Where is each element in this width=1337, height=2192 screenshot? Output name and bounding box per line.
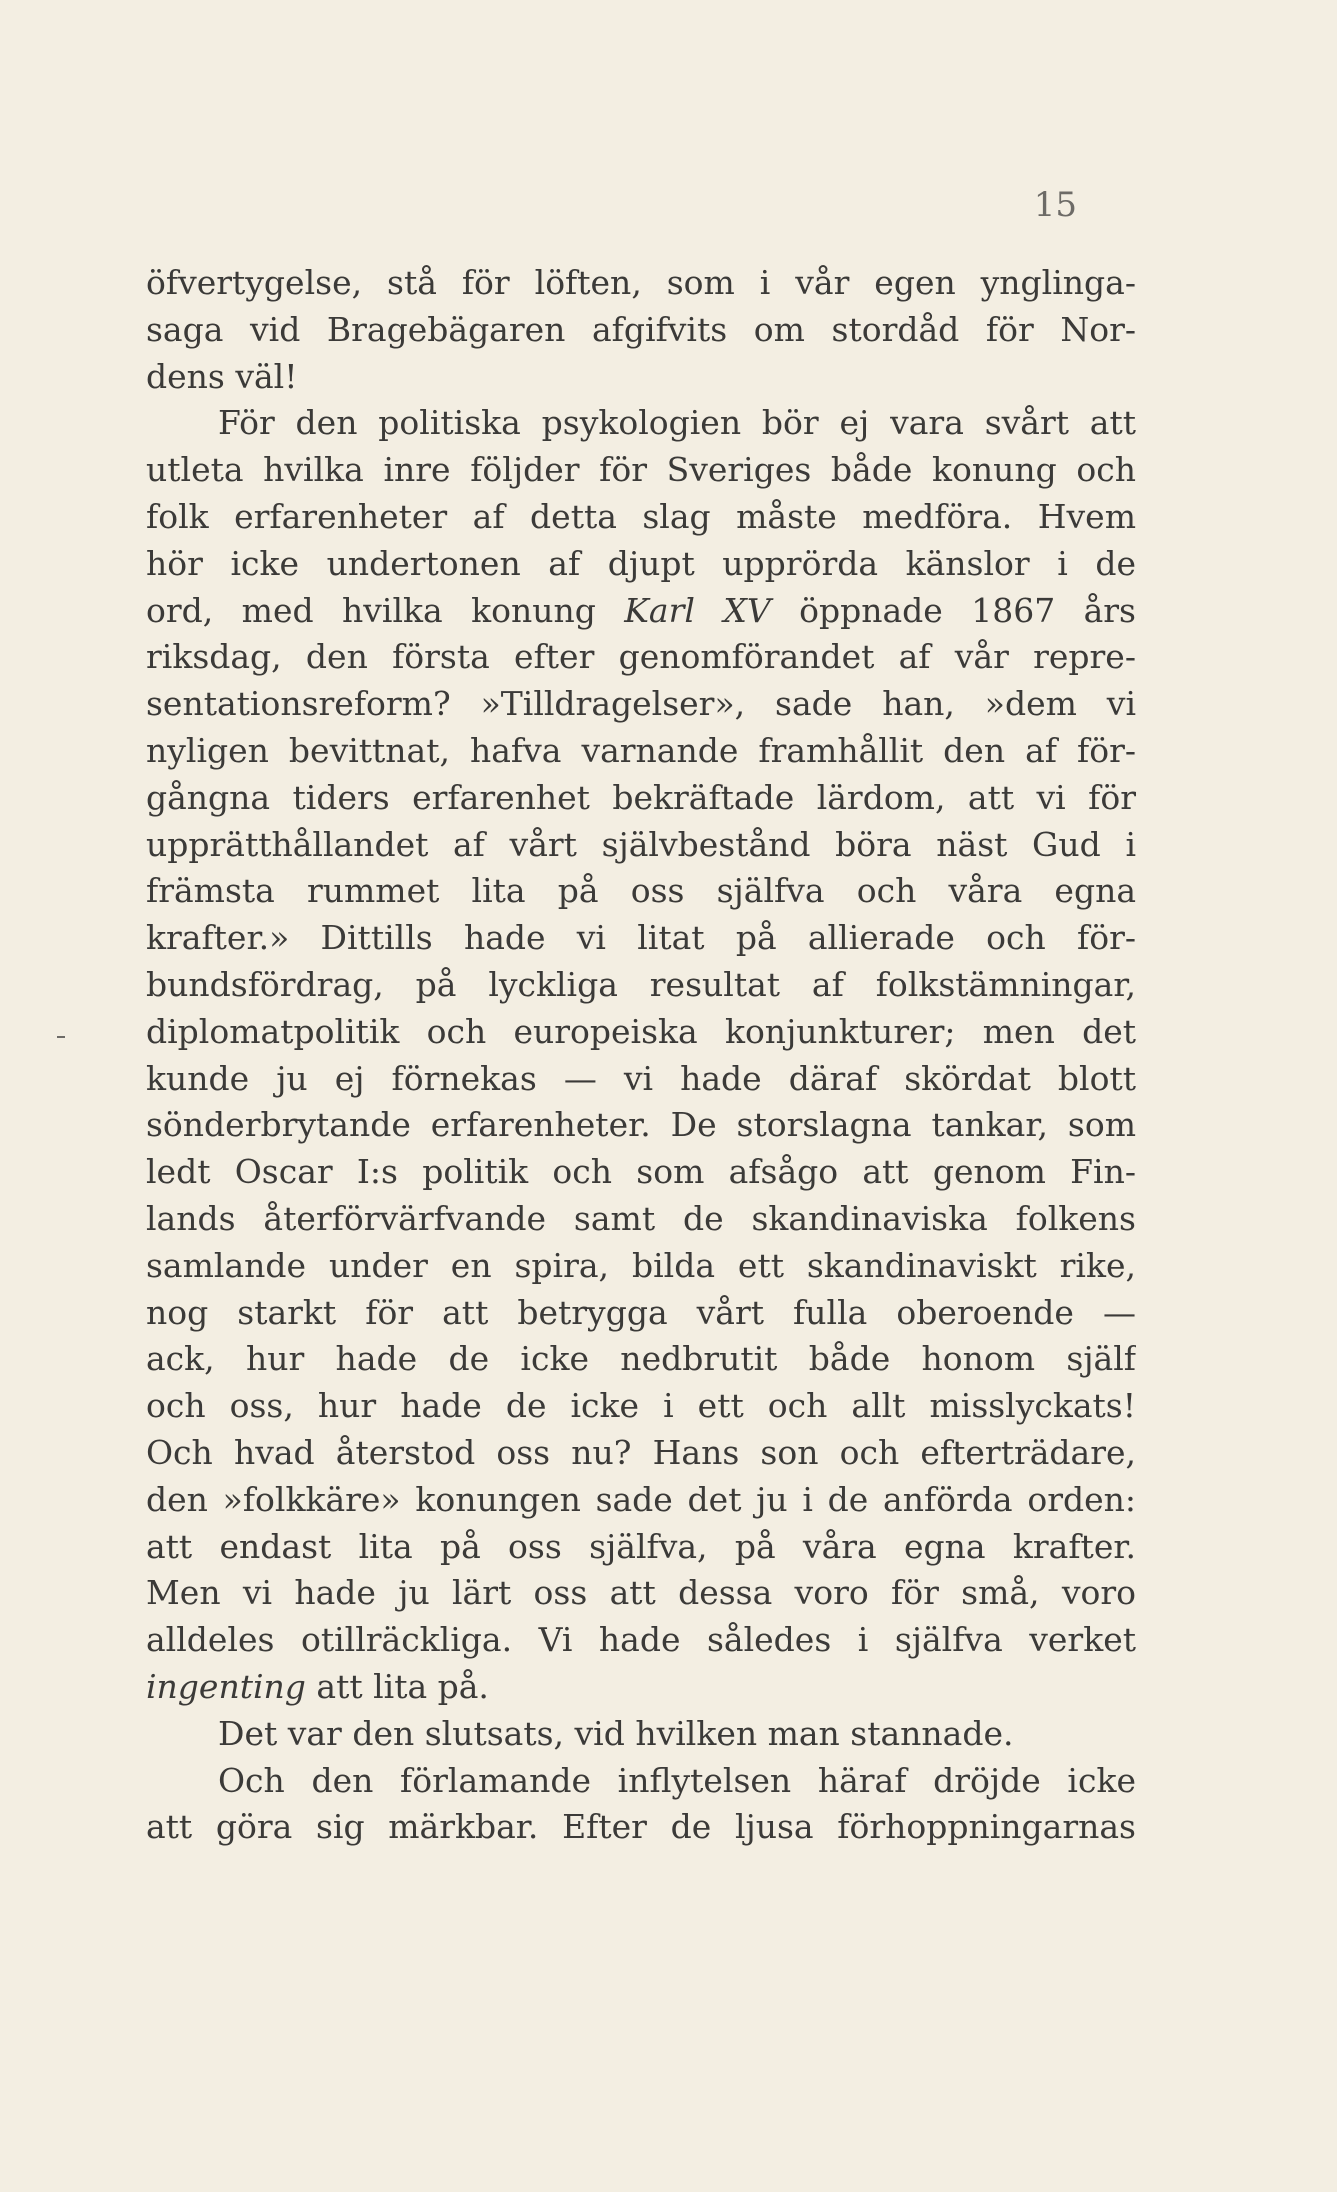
line-text: främsta rummet lita på oss själfva och våra egna [146, 871, 1136, 911]
text-line [146, 1617, 1136, 1664]
line-text: samlande under en spira, bilda ett skandinaviskt rike, [146, 1245, 1136, 1285]
line-text: alldeles otillräckliga. Vi hade således i själfva verket [146, 1620, 1136, 1660]
text-line [146, 915, 1136, 962]
line-text: gångna tiders erfarenhet bekräftade lärdom, att vi för [146, 777, 1136, 817]
text-line [146, 1009, 1136, 1056]
text-line [146, 354, 1136, 401]
line-text: Och hvad återstod oss nu? Hans son och efterträdare, [146, 1432, 1136, 1472]
text-line [146, 447, 1136, 494]
line-text: att göra sig märkbar. Efter de ljusa förhoppningarnas [146, 1807, 1136, 1847]
text-line [146, 1430, 1136, 1477]
text-line [146, 1149, 1136, 1196]
text-line [146, 822, 1136, 869]
text-line [146, 775, 1136, 822]
line-text: lands återförvärfvande samt de skandinaviska folkens [146, 1198, 1136, 1238]
text-line [146, 1383, 1136, 1430]
margin-mark [57, 1036, 65, 1038]
text-line [146, 1758, 1136, 1805]
line-text: upprätthållandet af vårt självbestånd böra näst Gud i [146, 824, 1136, 864]
text-line [146, 307, 1136, 354]
text-line [146, 728, 1136, 775]
text-line [146, 588, 1136, 635]
text-line [146, 681, 1136, 728]
line-text: ord, med hvilka konung [146, 590, 625, 630]
line-text: och oss, hur hade de icke i ett och allt misslyckats! [146, 1386, 1136, 1426]
text-line [146, 1524, 1136, 1571]
line-text: Men vi hade ju lärt oss att dessa voro för små, voro [146, 1573, 1136, 1613]
text-line [146, 1804, 1136, 1851]
text-line [146, 962, 1136, 1009]
line-text: ledt Oscar I:s politik och som afsågo att genom Fin- [146, 1152, 1136, 1192]
line-text: För den politiska psykologien bör ej vara svårt att [218, 403, 1136, 443]
line-text: ack, hur hade de icke nedbrutit både honom själf [146, 1339, 1136, 1379]
line-text: hör icke undertonen af djupt upprörda känslor i de [146, 543, 1136, 583]
line-text: krafter.» Dittills hade vi litat på allierade och för- [146, 918, 1136, 958]
line-text: nyligen bevittnat, hafva varnande framhållit den af för- [146, 730, 1136, 770]
line-text: att endast lita på oss själfva, på våra egna krafter. [146, 1526, 1136, 1566]
text-line [146, 1336, 1136, 1383]
line-text: bundsfördrag, på lyckliga resultat af folkstämningar, [146, 964, 1136, 1004]
text-line [146, 1570, 1136, 1617]
line-text: dens väl! [146, 356, 298, 396]
line-text: diplomatpolitik och europeiska konjunkturer; men det [146, 1011, 1136, 1051]
line-text: saga vid Bragebägaren afgifvits om stordåd för Nor- [146, 309, 1136, 349]
text-line [146, 1056, 1136, 1103]
text-line [146, 260, 1136, 307]
text-line [146, 1290, 1136, 1337]
text-line [146, 1711, 1136, 1758]
line-text: sönderbrytande erfarenheter. De storslagna tankar, som [146, 1105, 1136, 1145]
line-text: nog starkt för att betrygga vårt fulla oberoende — [146, 1292, 1136, 1332]
body-text [146, 260, 1136, 1851]
line-text-after: att lita på. [305, 1666, 489, 1706]
line-text: riksdag, den första efter genomförandet af vår repre- [146, 637, 1136, 677]
text-line [146, 634, 1136, 681]
text-line [146, 1664, 1136, 1711]
text-line [146, 1243, 1136, 1290]
line-italic-text: Karl XV [624, 590, 771, 630]
text-line [146, 1477, 1136, 1524]
line-text: öfvertygelse, stå för löften, som i vår egen ynglinga- [146, 263, 1136, 302]
text-line [146, 1102, 1136, 1149]
line-text-after: öppnade 1867 års [770, 590, 1136, 630]
line-text: den »folkkäre» konungen sade det ju i de anförda orden: [146, 1479, 1136, 1519]
line-text: Och den förlamande inflytelsen häraf dröjde icke [218, 1760, 1136, 1800]
line-text: sentationsreform? »Tilldragelser», sade han, »dem vi [146, 684, 1136, 724]
line-text: kunde ju ej förnekas — vi hade däraf skördat blott [146, 1058, 1136, 1098]
line-text: folk erfarenheter af detta slag måste medföra. Hvem [146, 496, 1136, 536]
text-line [146, 1196, 1136, 1243]
page-number: 15 [1033, 185, 1077, 225]
line-italic-text: ingenting [146, 1666, 306, 1706]
text-line [146, 400, 1136, 447]
text-line [146, 868, 1136, 915]
text-line [146, 494, 1136, 541]
line-text: utleta hvilka inre följder för Sveriges både konung och [146, 450, 1136, 490]
line-text: Det var den slutsats, vid hvilken man stannade. [218, 1713, 1014, 1753]
text-line [146, 541, 1136, 588]
